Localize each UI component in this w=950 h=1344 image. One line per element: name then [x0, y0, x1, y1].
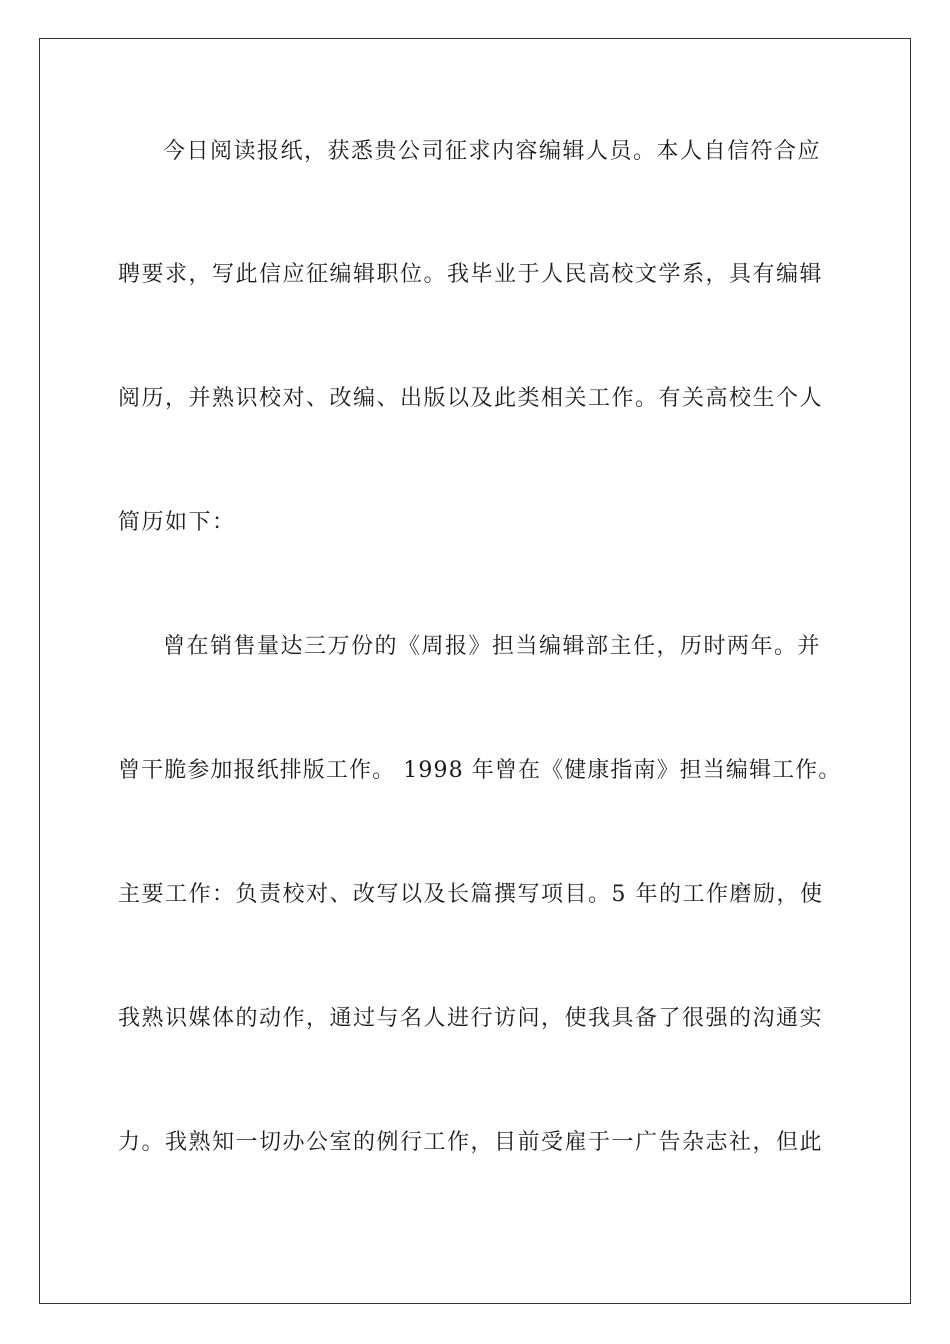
paragraph-1-line-1: 今日阅读报纸，获悉贵公司征求内容编辑人员。本人自信符合应	[163, 139, 822, 164]
paragraph-1-line-4: 简历如下：	[118, 510, 236, 535]
page-border	[39, 38, 911, 1304]
paragraph-1-line-2: 聘要求，写此信应征编辑职位。我毕业于人民高校文学系，具有编辑	[118, 262, 824, 287]
paragraph-1-line-3: 阅历，并熟识校对、改编、出版以及此类相关工作。有关高校生个人	[118, 386, 824, 411]
paragraph-2-line-1: 曾在销售量达三万份的《周报》担当编辑部主任，历时两年。并	[163, 634, 822, 659]
paragraph-2-line-5: 力。我熟知一切办公室的例行工作，目前受雇于一广告杂志社，但此	[118, 1130, 824, 1155]
paragraph-2-line-3: 主要工作：负责校对、改写以及长篇撰写项目。5 年的工作磨励，使	[118, 882, 824, 907]
paragraph-2-line-2: 曾干脆参加报纸排版工作。 1998 年曾在《健康指南》担当编辑工作。	[118, 758, 842, 783]
paragraph-2-line-4: 我熟识媒体的动作，通过与名人进行访问，使我具备了很强的沟通实	[118, 1006, 824, 1031]
